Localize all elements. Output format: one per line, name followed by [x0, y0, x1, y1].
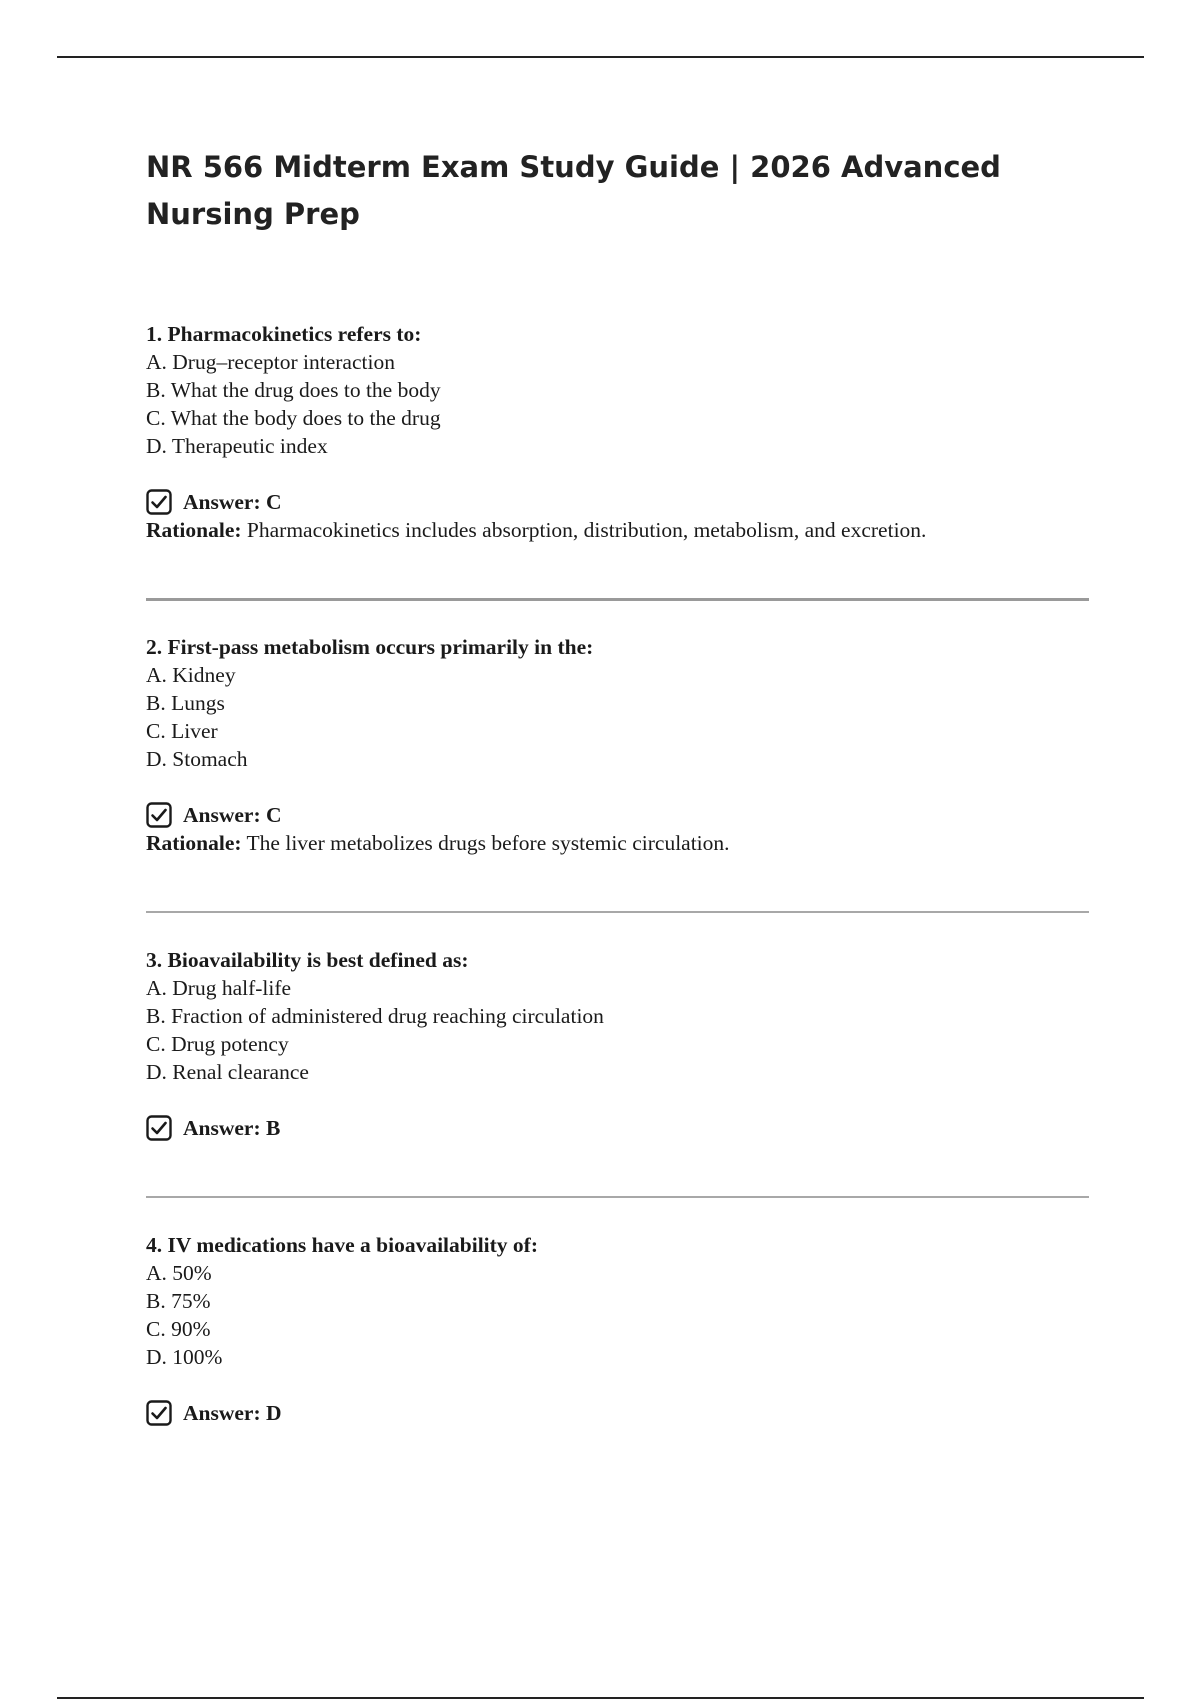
option-c: C. What the body does to the drug: [146, 406, 441, 430]
rationale-text: Pharmacokinetics includes absorption, distribution, metabolism, and excretion.: [246, 518, 927, 542]
rationale: [146, 829, 1096, 857]
option-a: A. 50%: [146, 1261, 212, 1285]
question-text: 3. Bioavailability is best defined as:: [146, 948, 469, 972]
question-1: [146, 320, 1096, 544]
page-top-rule: [57, 56, 1144, 58]
option-d: D. Therapeutic index: [146, 434, 328, 458]
checkbox-check-icon: [146, 489, 172, 515]
option-b: B. Lungs: [146, 691, 225, 715]
page-title: NR 566 Midterm Exam Study Guide | 2026 Advanced Nursing Prep: [146, 150, 1001, 231]
question-text: 4. IV medications have a bioavailability of:: [146, 1233, 538, 1257]
option-d: D. Stomach: [146, 747, 248, 771]
checkbox-check-icon: [146, 802, 172, 828]
answer-text: Answer: C: [183, 490, 282, 514]
option-a: A. Drug–receptor interaction: [146, 350, 395, 374]
page-bottom-rule: [57, 1697, 1144, 1699]
question-4: [146, 1231, 1096, 1428]
option-b: B. 75%: [146, 1289, 211, 1313]
option-b: B. Fraction of administered drug reaching circulation: [146, 1004, 604, 1028]
option-a: A. Kidney: [146, 663, 236, 687]
option-a: A. Drug half-life: [146, 976, 292, 1000]
answer-text: Answer: C: [183, 803, 282, 827]
option-b: B. What the drug does to the body: [146, 378, 441, 402]
answer-row: [146, 1113, 1096, 1143]
question-text: 1. Pharmacokinetics refers to:: [146, 322, 422, 346]
checkbox-check-icon: [146, 1400, 172, 1426]
answer-row: [146, 487, 1096, 517]
question-2: [146, 633, 1096, 857]
section-divider: [146, 1196, 1089, 1198]
answer-text: Answer: B: [183, 1116, 281, 1140]
rationale: [146, 516, 1096, 544]
section-divider: [146, 598, 1089, 601]
rationale-label: Rationale:: [146, 518, 242, 542]
option-c: C. Liver: [146, 719, 218, 743]
option-d: D. 100%: [146, 1345, 223, 1369]
option-c: C. Drug potency: [146, 1032, 289, 1056]
answer-row: [146, 1398, 1096, 1428]
question-3: [146, 946, 1096, 1143]
checkbox-check-icon: [146, 1115, 172, 1141]
answer-row: [146, 800, 1096, 830]
option-c: C. 90%: [146, 1317, 211, 1341]
option-d: D. Renal clearance: [146, 1060, 309, 1084]
section-divider: [146, 911, 1089, 913]
question-text: 2. First-pass metabolism occurs primarily in the:: [146, 635, 594, 659]
answer-text: Answer: D: [183, 1401, 282, 1425]
rationale-label: Rationale:: [146, 831, 242, 855]
rationale-text: The liver metabolizes drugs before systemic circulation.: [246, 831, 730, 855]
